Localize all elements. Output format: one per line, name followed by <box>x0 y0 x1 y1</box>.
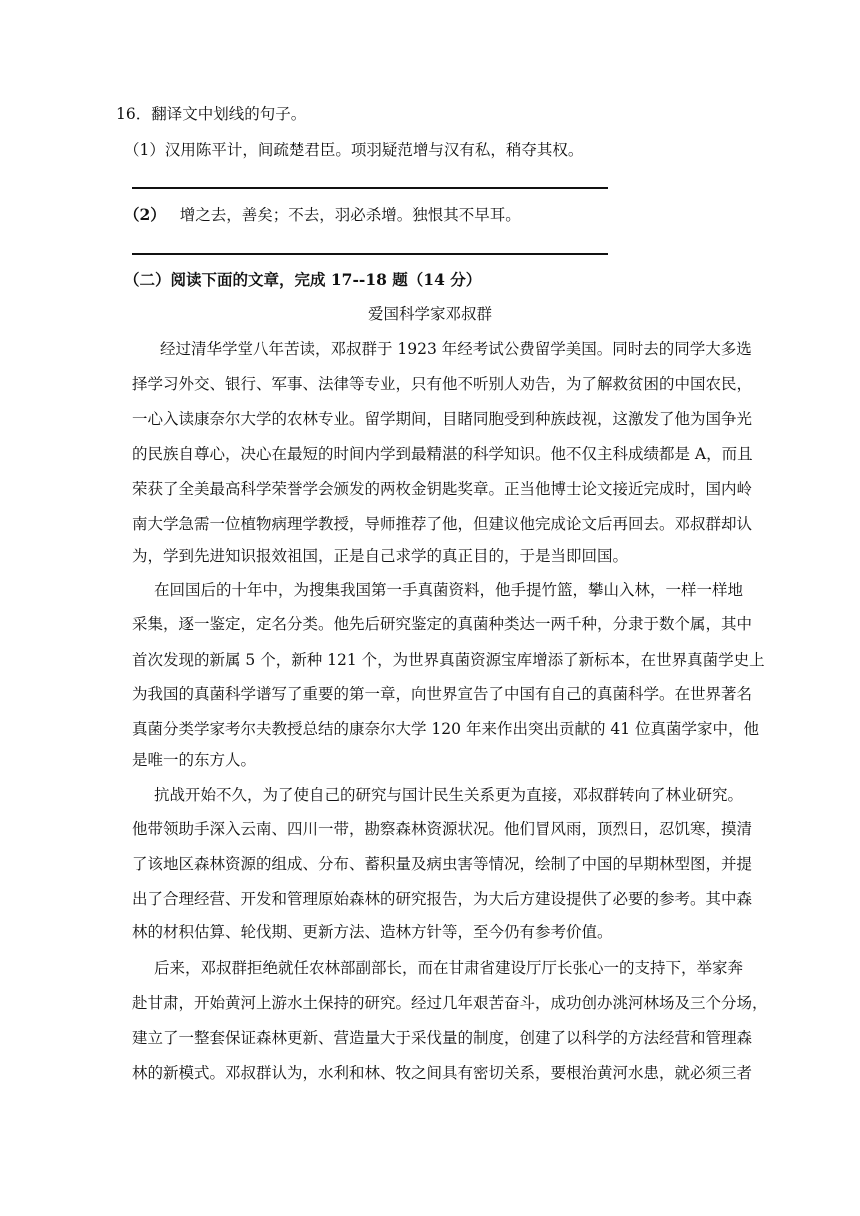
article-title: 爱国科学家邓叔群 <box>367 305 492 323</box>
answer-line-1 <box>132 187 608 189</box>
paragraph-1-line-4: 的民族自尊心，决心在最短的时间内学到最精湛的科学知识。他不仅主科成绩都是 A，而且 <box>132 445 753 463</box>
question-16-heading: 16．翻译文中划线的句子。 <box>116 105 307 123</box>
question-16-item-2 <box>124 205 521 225</box>
answer-line-2 <box>132 253 608 255</box>
paragraph-4-line-3: 建立了一整套保证森林更新、营造量大于采伐量的制度，创建了以科学的方法经营和管理森 <box>132 1029 753 1047</box>
paragraph-1-line-1: 经过清华学堂八年苦读，邓叔群于 1923 年经考试公费留学美国。同时去的同学大多选 <box>160 340 752 358</box>
paragraph-2-line-2: 采集，逐一鉴定，定名分类。他先后研究鉴定的真菌种类达一两千种，分隶于数个属，其中 <box>132 615 753 633</box>
paragraph-4-line-1: 后来，邓叔群拒绝就任农林部副部长，而在甘肃省建设厅厅长张心一的支持下，举家奔 <box>154 959 744 977</box>
paragraph-3-line-2: 他带领助手深入云南、四川一带，勘察森林资源状况。他们冒风雨，顶烈日，忍饥寒，摸清 <box>132 820 753 838</box>
paragraph-3-line-5: 林的材积估算、轮伐期、更新方法、造林方针等，至今仍有参考价值。 <box>132 923 613 941</box>
paragraph-2-line-1: 在回国后的十年中，为搜集我国第一手真菌资料，他手提竹篮，攀山入林，一样一样地 <box>154 581 744 599</box>
paragraph-3-line-1: 抗战开始不久，为了使自己的研究与国计民生关系更为直接，邓叔群转向了林业研究。 <box>154 786 744 804</box>
paragraph-1-line-6: 南大学急需一位植物病理学教授，导师推荐了他，但建议他完成论文后再回去。邓叔群却认 <box>132 515 753 533</box>
paragraph-2-line-5: 真菌分类学家考尔夫教授总结的康奈尔大学 120 年来作出突出贡献的 41 位真菌学家中，他 <box>132 720 760 738</box>
paragraph-4-line-2: 赴甘肃，开始黄河上游水土保持的研究。经过几年艰苦奋斗，成功创办洮河林场及三个分场， <box>132 994 768 1012</box>
paragraph-2-line-3: 首次发现的新属 5 个，新种 121 个，为世界真菌资源宝库增添了新标本，在世界真菌学史上 <box>132 651 765 669</box>
paragraph-1-line-7: 为，学到先进知识报效祖国，正是自己求学的真正目的，于是当即回国。 <box>132 547 629 565</box>
question-16-item-2-text: 增之去，善矣；不去，羽必杀增。独恨其不早耳。 <box>179 206 521 224</box>
paragraph-2-line-6: 是唯一的东方人。 <box>132 751 257 769</box>
paragraph-3-line-4: 出了合理经营、开发和管理原始森林的研究报告，为大后方建设提供了必要的参考。其中森 <box>132 890 753 908</box>
question-16-item-2-number: （2） <box>124 205 166 224</box>
paragraph-4-line-4: 林的新模式。邓叔群认为，水利和林、牧之间具有密切关系，要根治黄河水患，就必须三者 <box>132 1064 753 1082</box>
paragraph-1-line-3: 一心入读康奈尔大学的农林专业。留学期间，目睹同胞受到种族歧视，这激发了他为国争光 <box>132 410 753 428</box>
question-16-item-1: （1）汉用陈平计，间疏楚君臣。项羽疑范增与汉有私，稍夺其权。 <box>124 141 584 159</box>
section-2-heading: （二）阅读下面的文章，完成 17--18 题（14 分） <box>124 270 482 289</box>
paragraph-1-line-5: 荣获了全美最高科学荣誉学会颁发的两枚金钥匙奖章。正当他博士论文接近完成时，国内岭 <box>132 480 753 498</box>
paragraph-3-line-3: 了该地区森林资源的组成、分布、蓄积量及病虫害等情况，绘制了中国的早期林型图，并提 <box>132 855 753 873</box>
paragraph-1-line-2: 择学习外交、银行、军事、法律等专业，只有他不听别人劝告，为了解救贫困的中国农民， <box>132 375 753 393</box>
paragraph-2-line-4: 为我国的真菌科学谱写了重要的第一章，向世界宣告了中国有自己的真菌科学。在世界著名 <box>132 685 753 703</box>
